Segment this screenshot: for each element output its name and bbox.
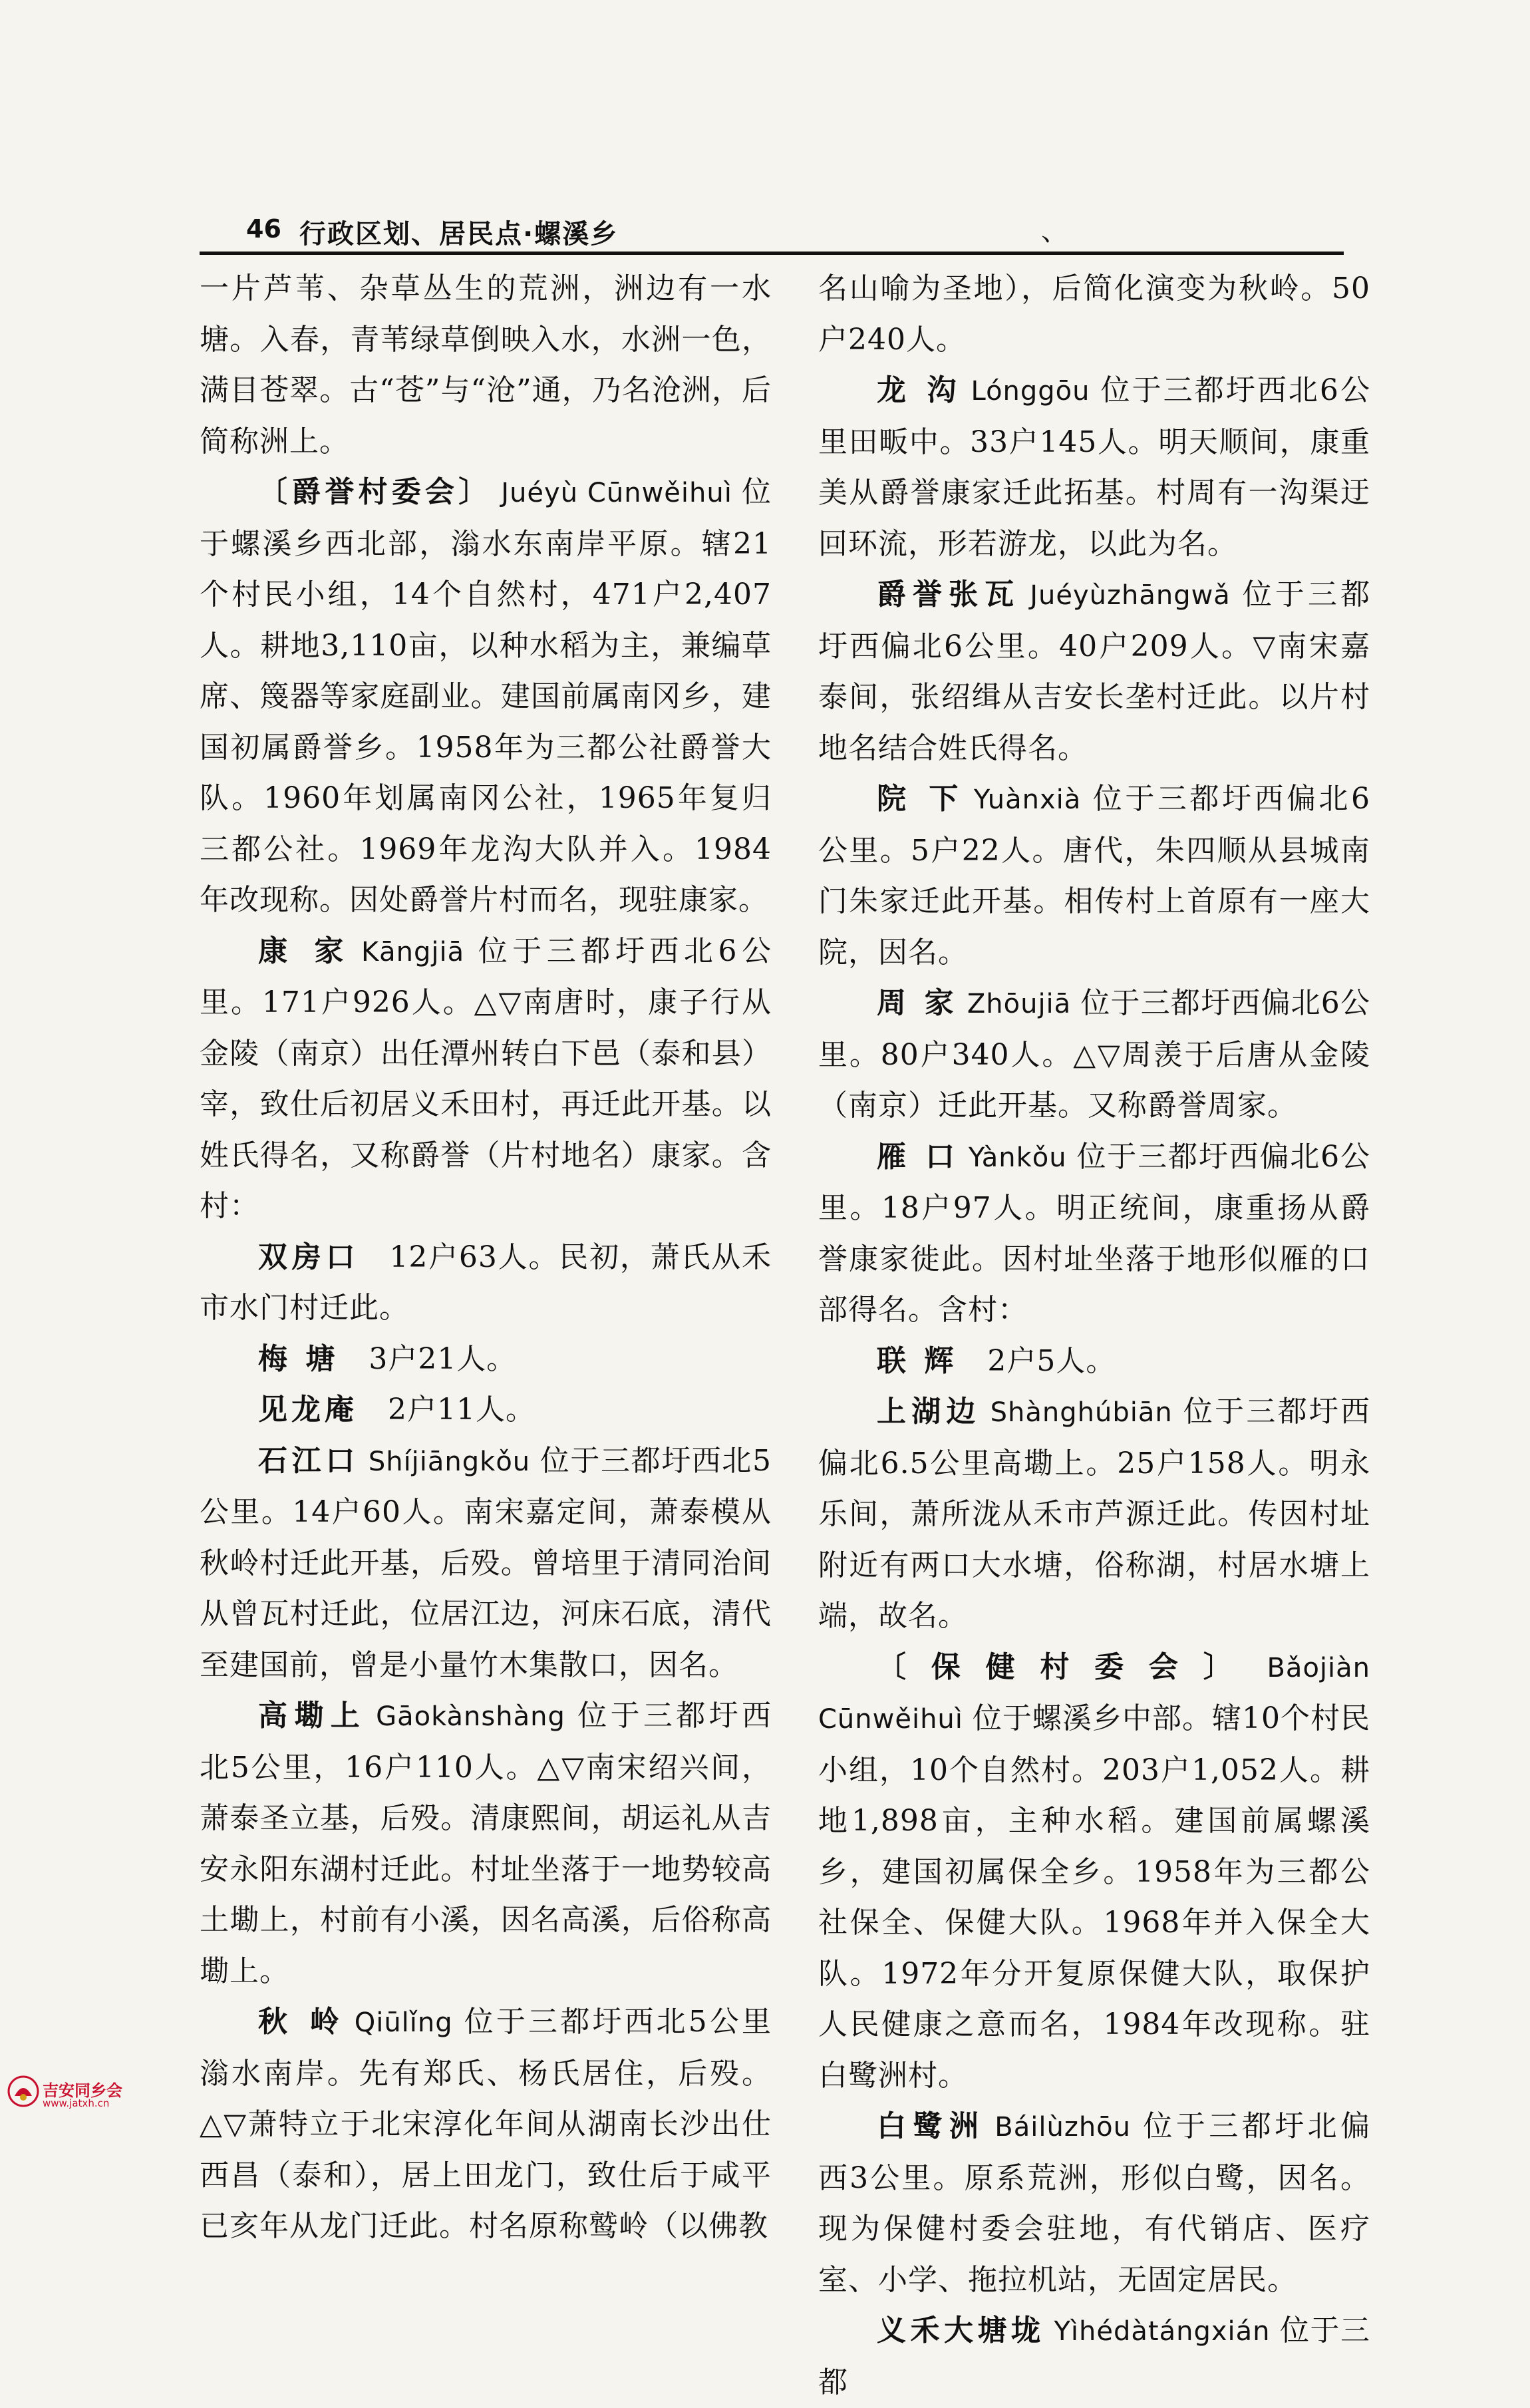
entry-pinyin: Gāokànshàng bbox=[376, 1701, 565, 1732]
entry-text: 位于三都圩西偏北6公里。80户340人。△▽周羡于后唐从金陵（南京）迁此开基。又称爵誉周家。 bbox=[818, 986, 1370, 1122]
entry-term: 梅 塘 bbox=[258, 1341, 339, 1376]
entry-term: 〔爵誉村委会〕 bbox=[258, 475, 492, 509]
entry-paragraph bbox=[200, 1997, 772, 2252]
entry-term: 秋 岭 bbox=[258, 2005, 345, 2039]
watermark-url: www.jatxh.cn bbox=[43, 2097, 110, 2109]
entry-pinyin: Bǎojiàn Cūnwěihuì bbox=[818, 1652, 1370, 1735]
page-number: 46 bbox=[246, 214, 281, 244]
entry-paragraph bbox=[818, 2306, 1370, 2408]
entry-paragraph bbox=[818, 1132, 1370, 1336]
entry-text: 12户63人。民初，萧氏从禾市水门村迁此。 bbox=[200, 1240, 772, 1325]
entry-paragraph bbox=[200, 1232, 772, 1334]
entry-text: 2户5人。 bbox=[987, 1343, 1116, 1378]
watermark-title: 吉安同乡会 bbox=[43, 2081, 122, 2100]
entry-term: 康 家 bbox=[258, 934, 352, 968]
entry-paragraph bbox=[200, 263, 772, 467]
entry-pinyin: Shíjiāngkǒu bbox=[368, 1446, 531, 1477]
entry-text: 位于螺溪乡中部。辖10个村民小组，10个自然村。203户1,052人。耕地1,898亩，主种水稻。建国前属螺溪乡，建国初属保全乡。1958年为三都公社保全、保健大队。1968年并入保全大队。1972年分开复原保健大队，取保护人民健康之意而名，1984年改现称。驻白鹭洲村。 bbox=[818, 1701, 1370, 2093]
entry-pinyin: Juéyùzhāngwǎ bbox=[1030, 580, 1231, 611]
entry-term: 白鹭洲 bbox=[877, 2109, 986, 2143]
entry-term: 石江口 bbox=[258, 1443, 359, 1478]
entry-text: 位于螺溪乡西北部，滃水东南岸平原。辖21个村民小组，14个自然村，471户2,407人。耕地3,110亩，以种水稻为主，兼编草席、篾器等家庭副业。建国前属南冈乡，建国初属爵誉乡。1958年为三都公社爵誉大队。1960年划属南冈公社，1965年复归三都公社。1969年龙沟大队并入。1984年改现称。因处爵誉片村而名，现驻康家。 bbox=[200, 475, 772, 917]
entry-text: 位于三都圩西偏北6.5公里高墈上。25户158人。明永乐间，萧所泷从禾市芦源迁此。传因村址附近有两口大水塘，俗称湖，村居水塘上端，故名。 bbox=[818, 1395, 1370, 1633]
entry-term: 上湖边 bbox=[877, 1395, 981, 1429]
entry-paragraph bbox=[818, 263, 1370, 365]
watermark-emblem-icon bbox=[7, 2075, 40, 2108]
entry-paragraph bbox=[200, 467, 772, 926]
entry-text: 位于三都圩西偏北6公里。40户209人。▽南宋嘉泰间，张绍缉从吉安长垄村迁此。以片村地名结合姓氏得名。 bbox=[818, 578, 1371, 765]
entry-text: 位于三都圩西北6公里田畈中。33户145人。明天顺间，康重美从爵誉康家迁此拓基。村周有一沟渠迂回环流，形若游龙，以此为名。 bbox=[818, 373, 1370, 561]
entry-term: 〔保健村委会〕 bbox=[877, 1649, 1258, 1684]
entry-pinyin: Báilùzhōu bbox=[995, 2112, 1131, 2143]
entry-paragraph bbox=[200, 1691, 772, 1997]
entry-pinyin: Yànkǒu bbox=[968, 1142, 1067, 1173]
entry-text: 位于三都圩西北5公里。14户60人。南宋嘉定间，萧泰模从秋岭村迁此开基，后殁。曾培里于清同治间从曾瓦村迁此，位居江边，河床石底，清代至建国前，曾是小量竹木集散口，因名。 bbox=[200, 1443, 772, 1682]
entry-pinyin: Shànghúbiān bbox=[990, 1397, 1173, 1428]
entry-text: 3户21人。 bbox=[369, 1341, 517, 1376]
header-rule bbox=[200, 252, 1344, 255]
entry-term: 周 家 bbox=[877, 986, 958, 1020]
entry-pinyin: Lónggōu bbox=[971, 376, 1090, 407]
entry-paragraph bbox=[200, 1334, 772, 1385]
left-column bbox=[200, 263, 772, 2252]
page-header bbox=[200, 208, 1344, 248]
entry-paragraph bbox=[818, 1642, 1370, 2102]
entry-term: 高墈上 bbox=[258, 1699, 367, 1733]
entry-term: 双房口 bbox=[258, 1240, 360, 1274]
entry-paragraph bbox=[818, 1336, 1370, 1387]
entry-pinyin: Yuànxià bbox=[973, 784, 1082, 815]
entry-term: 龙 沟 bbox=[877, 373, 962, 407]
entry-paragraph bbox=[818, 2101, 1370, 2306]
entry-paragraph bbox=[818, 570, 1370, 774]
entry-text: 位于三都圩西偏北6公里。5户22人。唐代，朱四顺从县城南门朱家迁此开基。相传村上首原有一座大院，因名。 bbox=[818, 782, 1370, 969]
entry-text: 2户11人。 bbox=[388, 1393, 536, 1427]
entry-pinyin: Kāngjiā bbox=[361, 936, 465, 967]
header-mark: 、 bbox=[1041, 216, 1068, 247]
running-head: 行政区划、居民点·螺溪乡 bbox=[299, 219, 619, 250]
entry-text: 位于三都圩北偏西3公里。原系荒洲，形似白鹭，因名。现为保健村委会驻地，有代销店、医疗室、小学、拖拉机站，无固定居民。 bbox=[818, 2109, 1371, 2297]
entry-paragraph bbox=[200, 1436, 772, 1691]
entry-pinyin: Zhōujiā bbox=[967, 989, 1072, 1019]
entry-term: 见龙庵 bbox=[258, 1393, 358, 1427]
entry-paragraph bbox=[818, 1387, 1370, 1642]
entry-term: 爵誉张瓦 bbox=[877, 578, 1021, 611]
entry-paragraph bbox=[200, 926, 772, 1232]
entry-pinyin: Juéyù Cūnwěihuì bbox=[501, 478, 732, 508]
entry-term: 院 下 bbox=[877, 782, 965, 816]
entry-paragraph bbox=[818, 978, 1370, 1132]
entry-text: 位于三都圩西北5公里，16户110人。△▽南宋绍兴间，萧泰圣立基，后殁。清康熙间，胡运礼从吉安永阳东湖村迁此。村址坐落于一地势较高土墈上，村前有小溪，因名高溪，后俗称高墈上。 bbox=[200, 1699, 772, 1988]
entry-term: 义禾大塘垅 bbox=[877, 2314, 1045, 2347]
entry-pinyin: Yìhédàtángxián bbox=[1054, 2316, 1271, 2347]
entry-text: 名山喻为圣地），后简化演变为秋岭。50户240人。 bbox=[818, 271, 1370, 357]
entry-text: 一片芦苇、杂草丛生的荒洲，洲边有一水塘。入春，青苇绿草倒映入水，水洲一色，满目苍翠。古“苍”与“沧”通，乃名沧洲，后简称洲上。 bbox=[200, 271, 772, 458]
watermark-logo bbox=[7, 2075, 180, 2115]
entry-text: 位于三都圩西北6公里。171户926人。△▽南唐时，康子行从金陵（南京）出任潭州转白下邑（泰和县）宰，致仕后初居义禾田村，再迁此开基。以姓氏得名，又称爵誉（片村地名）康家。含村： bbox=[200, 934, 772, 1223]
entry-pinyin: Qiūlǐng bbox=[354, 2007, 453, 2038]
entry-paragraph bbox=[818, 774, 1370, 978]
entry-text: 位于三都圩西北5公里滃水南岸。先有郑氏、杨氏居住，后殁。△▽萧特立于北宋淳化年间从湖南长沙出仕西昌（泰和），居上田龙门，致仕后于咸平已亥年从龙门迁此。村名原称鹫岭（以佛教 bbox=[200, 2005, 772, 2243]
entry-term: 雁 口 bbox=[877, 1139, 959, 1174]
entry-text: 位于三都圩西偏北6公里。18户97人。明正统间，康重扬从爵誉康家徙此。因村址坐落于地形似雁的口部得名。含村： bbox=[818, 1139, 1370, 1327]
entry-paragraph bbox=[200, 1385, 772, 1436]
entry-paragraph bbox=[818, 365, 1370, 570]
entry-text: 位于三都 bbox=[818, 2314, 1370, 2399]
right-column bbox=[818, 263, 1370, 2408]
entry-term: 联 辉 bbox=[877, 1343, 958, 1378]
